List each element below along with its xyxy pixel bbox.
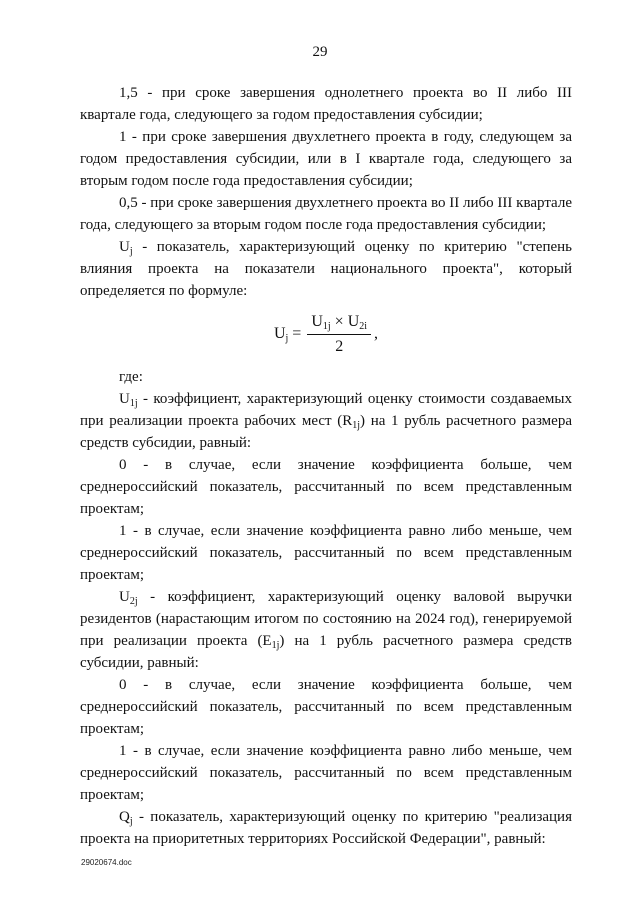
paragraph-u1j-definition: $U_{1j}$ - коэффициент, характеризующий оценку стоимости создаваемых при реализации проекта рабочих мест $(R_{1j})$ на 1 рубль расчетного размера средств субсидии, равный: — [80, 391, 572, 451]
paragraph-where: где: — [119, 369, 143, 385]
paragraph-coef-1: 1 - при сроке завершения двухлетнего проекта в году, следующем за годом предоставления субсидии, или в I квартале года, следующего за вторым годом после года предоставления субсидии; — [80, 129, 572, 189]
paragraph-u2j-zero: 0 - в случае, если значение коэффициента больше, чем среднероссийский показатель, рассчитанный по всем представленным проектам; — [80, 677, 572, 737]
paragraph-u2j-one: 1 - в случае, если значение коэффициента равно либо меньше, чем среднероссийский показатель, рассчитанный по всем представленным проектам; — [80, 743, 572, 803]
paragraph-coef-1-5: 1,5 - при сроке завершения однолетнего проекта во II либо III квартале года, следующего за годом предоставления субсидии; — [80, 85, 572, 123]
paragraph-u2j-definition: $U_{2j}$ - коэффициент, характеризующий оценку валовой выручки резидентов (нарастающим итогом по состоянию на 2024 год), генерируемой при реализации проекта $(E_{1j})$ на 1 рубль расчетного размера средств субсидии, равный: — [80, 589, 573, 671]
paragraph-u1j-zero: 0 - в случае, если значение коэффициента больше, чем среднероссийский показатель, рассчитанный по всем представленным проектам; — [80, 457, 572, 517]
formula-fraction — [307, 312, 371, 357]
uj-definition-text: - показатель, характеризующий оценку по критерию "степень влияния проекта на показатели национального проекта", который определяется по формуле: — [80, 239, 572, 299]
paragraph-qj-definition: $Q_j$ - показатель, характеризующий оценку по критерию "реализация проекта на приоритетных территориях Российской Федерации", равный: — [80, 809, 572, 847]
symbol-u: U — [119, 239, 130, 255]
paragraph-uj-definition — [80, 236, 572, 302]
formula-denominator: 2 — [335, 337, 344, 355]
document-body — [80, 82, 572, 850]
paragraph-coef-0-5: 0,5 - при сроке завершения двухлетнего проекта во II либо III квартале года, следующего за вторым годом после года предоставления субсидии; — [80, 195, 572, 233]
document-filename: 29020674.doc — [81, 858, 132, 867]
paragraph-u1j-one: 1 - в случае, если значение коэффициента равно либо меньше, чем среднероссийский показатель, рассчитанный по всем представленным проектам; — [80, 523, 572, 583]
subscript-j: j — [129, 246, 133, 257]
formula-lhs: $U_j$ = — [273, 325, 302, 344]
formula-numerator: $U_{1j} \times U_{2i}$ — [307, 312, 371, 335]
formula-uj — [80, 302, 572, 366]
page-number: 29 — [312, 44, 328, 60]
formula-comma: , — [374, 325, 379, 342]
